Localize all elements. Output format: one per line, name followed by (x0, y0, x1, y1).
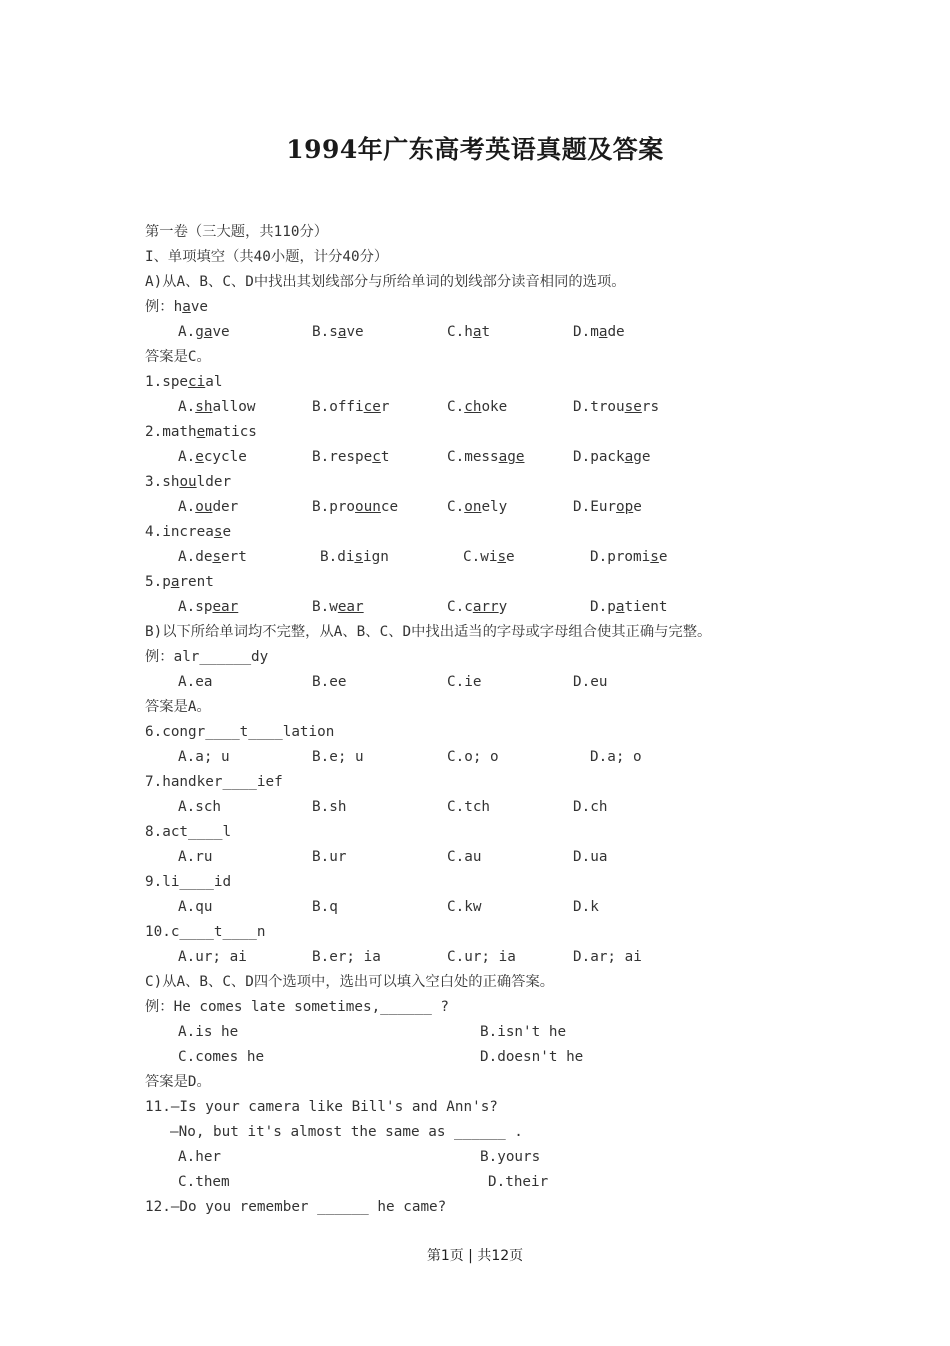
option-a: A.ouder (178, 499, 239, 515)
option-c: C.tch (447, 799, 491, 815)
question-stem: 1.special (145, 374, 223, 390)
option-a: A.is he (178, 1024, 239, 1040)
question-stem: 12.—Do you remember ______ he came? (145, 1199, 447, 1215)
option-d: D.ar; ai (573, 949, 642, 965)
example-a-stem: 例：have (145, 299, 209, 315)
option-c: C.onely (447, 499, 508, 515)
question-stem: 9.li____id (145, 874, 232, 890)
option-d: D.k (573, 899, 599, 915)
option-a: A.ur; ai (178, 949, 247, 965)
option-a: A.spear (178, 599, 239, 615)
question-stem: 8.act____l (145, 824, 232, 840)
option-c: C.ie (447, 674, 482, 690)
question-stem: 11.—Is your camera like Bill's and Ann's? (145, 1099, 498, 1115)
part-heading: 第一卷（三大题，共110分） (145, 224, 329, 240)
option-c: C.ur; ia (447, 949, 516, 965)
option-c: C.message (447, 449, 525, 465)
option-b: B.ee (312, 674, 347, 690)
option-a: A.gave (178, 324, 230, 340)
option-a: A.ecycle (178, 449, 247, 465)
option-d: D.ch (573, 799, 608, 815)
option-b: B.save (312, 324, 364, 340)
option-c: C.comes he (178, 1049, 265, 1065)
option-d: D.a; o (590, 749, 642, 765)
option-b: B.isn't he (480, 1024, 567, 1040)
option-d: D.eu (573, 674, 608, 690)
option-d: D.promise (590, 549, 668, 565)
option-b: B.er; ia (312, 949, 381, 965)
option-c: C.o; o (447, 749, 499, 765)
question-stem: 2.mathematics (145, 424, 257, 440)
option-d: D.trousers (573, 399, 660, 415)
instruction-a: A)从A、B、C、D中找出其划线部分与所给单词的划线部分读音相同的选项。 (145, 274, 626, 290)
option-a: A.sch (178, 799, 222, 815)
example-b-answer: 答案是A。 (145, 699, 211, 715)
option-a: A.a; u (178, 749, 230, 765)
example-c-stem: 例：He comes late sometimes,______ ? (145, 999, 450, 1015)
option-a: A.qu (178, 899, 213, 915)
option-d: D.Europe (573, 499, 642, 515)
option-b: B.sh (312, 799, 347, 815)
option-c: C.au (447, 849, 482, 865)
option-b: B.disign (320, 549, 389, 565)
option-a: A.ea (178, 674, 213, 690)
option-c: C.kw (447, 899, 482, 915)
option-b: B.q (312, 899, 338, 915)
instruction-c: C)从A、B、C、D四个选项中，选出可以填入空白处的正确答案。 (145, 974, 555, 990)
document-title: 1994年广东高考英语真题及答案 (286, 135, 664, 164)
option-d: D.patient (590, 599, 668, 615)
option-b: B.respect (312, 449, 390, 465)
page-footer: 第1页 | 共12页 (426, 1248, 524, 1264)
option-c: C.hat (447, 324, 491, 340)
option-d: D.made (573, 324, 625, 340)
question-stem: 5.parent (145, 574, 214, 590)
option-d: D.their (488, 1174, 549, 1190)
section-heading: I、单项填空（共40小题，计分40分） (145, 249, 389, 265)
option-c: C.choke (447, 399, 508, 415)
option-d: D.package (573, 449, 651, 465)
example-c-answer: 答案是D。 (145, 1074, 211, 1090)
question-dialogue-line: —No, but it's almost the same as ______ . (170, 1124, 523, 1140)
question-stem: 7.handker____ief (145, 774, 283, 790)
question-stem: 3.shoulder (145, 474, 232, 490)
option-a: A.ru (178, 849, 213, 865)
option-c: C.them (178, 1174, 230, 1190)
example-a-answer: 答案是C。 (145, 349, 211, 365)
option-a: A.her (178, 1149, 222, 1165)
option-c: C.wise (463, 549, 515, 565)
option-d: D.doesn't he (480, 1049, 584, 1065)
question-stem: 10.c____t____n (145, 924, 266, 940)
question-stem: 6.congr____t____lation (145, 724, 335, 740)
example-b-stem: 例：alr______dy (145, 649, 269, 665)
option-b: B.proounce (312, 499, 399, 515)
instruction-b: B)以下所给单词均不完整，从A、B、C、D中找出适当的字母或字母组合使其正确与完整。 (145, 624, 712, 640)
question-stem: 4.increase (145, 524, 232, 540)
option-d: D.ua (573, 849, 608, 865)
option-b: B.ur (312, 849, 347, 865)
option-a: A.shallow (178, 399, 256, 415)
option-b: B.yours (480, 1149, 541, 1165)
option-b: B.e; u (312, 749, 364, 765)
option-b: B.officer (312, 399, 390, 415)
option-a: A.desert (178, 549, 247, 565)
option-b: B.wear (312, 599, 364, 615)
option-c: C.carry (447, 599, 508, 615)
